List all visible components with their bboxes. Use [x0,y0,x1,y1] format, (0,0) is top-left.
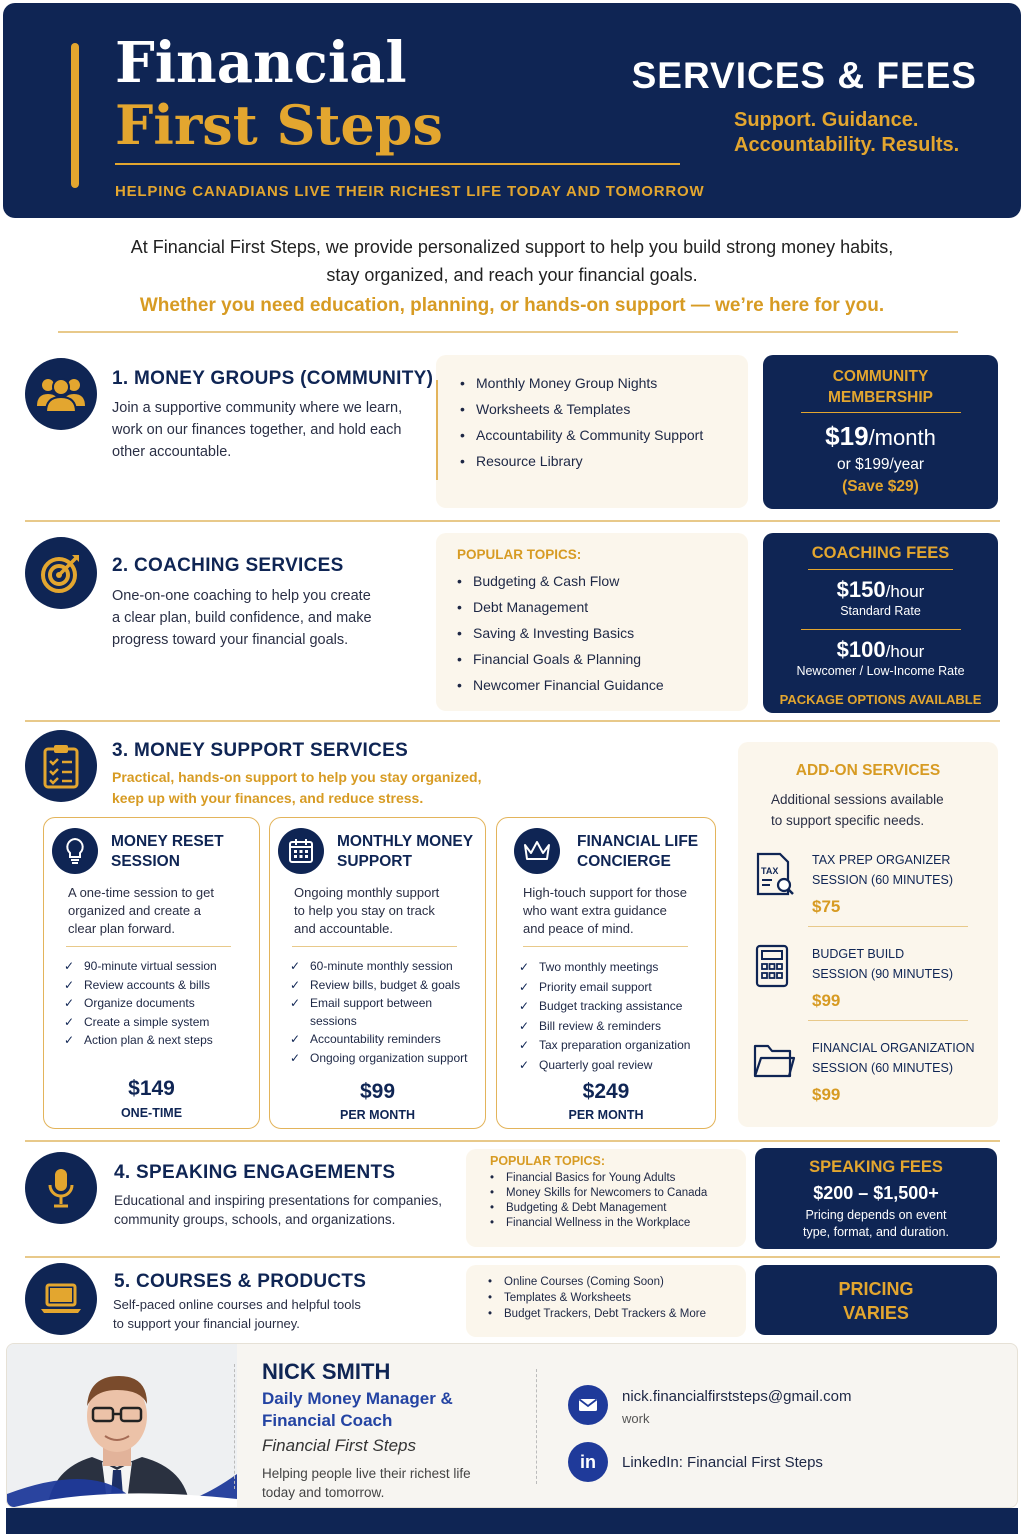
list-item: ✓ 60-minute monthly session [290,958,480,976]
list-item: • Templates & Worksheets [486,1292,706,1304]
add-on-price: $75 [812,897,841,916]
list-item: • Debt Management [455,599,664,615]
card-title: MONEY RESET SESSION [111,833,224,870]
section-4-topics-label: POPULAR TOPICS: [490,1154,606,1168]
contact-company: Financial First Steps [262,1436,416,1455]
svg-text:TAX: TAX [761,866,779,876]
list-item: ✓ 90-minute virtual session [64,958,254,976]
list-item: • Online Courses (Coming Soon) [486,1276,706,1288]
brand-tagline: HELPING CANADIANS LIVE THEIR RICHEST LIFE TODAY AND TOMORROW [115,183,705,200]
footer-bar [6,1508,1018,1534]
calculator-icon [754,944,790,993]
list-item: • Newcomer Financial Guidance [455,677,664,693]
section-1-features [458,375,703,469]
section-5-items [486,1276,706,1320]
card-features [519,959,709,1075]
card-description: High-touch support for those who want extra guidance and peace of mind. [523,885,688,936]
section-divider [25,1140,1000,1142]
contact-email-link[interactable]: nick.financialfirststeps@gmail.com [622,1388,852,1405]
header-accent-bar [71,43,79,188]
add-on-price: $99 [812,991,841,1010]
intro-line-2: stay organized, and reach your financial goals. [326,265,698,285]
speaking-fees-price: $200 – $1,500+ [813,1183,939,1203]
section-1-description: Join a supportive community where we learn, work on our finances together, and hold each other accountable. [112,400,403,460]
list-item: ✓ Ongoing organization support [290,1050,480,1068]
section-3-subtitle: Practical, hands-on support to help you stay organized, keep up with your finances, and reduce stress. [112,769,482,806]
avatar [7,1344,237,1508]
section-1-title: 1. MONEY GROUPS (COMMUNITY) [112,368,434,389]
list-item: • Worksheets & Templates [458,401,703,417]
section-2-topics [455,573,664,693]
people-icon [25,358,97,430]
list-item: • Resource Library [458,453,703,469]
contact-blurb: Helping people live their richest life today and tomorrow. [262,1466,471,1500]
financial-life-concierge-card [496,817,716,1129]
card-description: A one-time session to get organized and create a clear plan forward. [68,885,214,936]
contact-role: Daily Money Manager & Financial Coach [262,1389,453,1430]
card-title: FINANCIAL LIFE CONCIERGE [577,833,699,870]
clipboard-icon [25,730,97,802]
list-item: • Financial Goals & Planning [455,651,664,667]
list-item: ✓ Review accounts & bills [64,977,254,995]
laptop-icon [25,1263,97,1335]
section-3-title: 3. MONEY SUPPORT SERVICES [112,740,409,761]
intro-line-1: At Financial First Steps, we provide personalized support to help you build strong money habits, [130,237,894,257]
section-2-title: 2. COACHING SERVICES [112,555,344,576]
add-on-title: ADD-ON SERVICES [795,762,941,779]
section-divider [25,1256,1000,1258]
list-item: • Budgeting & Debt Management [488,1202,707,1214]
monthly-money-support-card [269,817,486,1129]
speaking-fees-price-box: SPEAKING FEES $200 – $1,500+ Pricing depends on event type, format, and duration. [755,1148,997,1249]
section-2-topics-label: POPULAR TOPICS: [457,547,582,562]
section-5-title: 5. COURSES & PRODUCTS [114,1271,367,1292]
coaching-fees-price-box: COACHING FEES $150/hour Standard Rate $100/hour Newcomer / Low-Income Rate PACKAGE OPTIONS AVAILABLE [763,533,998,713]
add-on-services-panel: ADD-ON SERVICES Additional sessions available to support specific needs. TAX TAX PREP ORGANIZER SESSION (60 MINUTES) $75 BUDGET BUILD SESSION (90 MINUTES) $99 FINANCIAL ORGANIZATION SESSION (60 MINUTES) $99 [738,742,998,1127]
card-features [64,958,254,1051]
contact-footer [6,1343,1018,1508]
tax-document-icon [754,852,798,903]
card-price: $149 [128,1077,175,1100]
list-item: ✓ Two monthly meetings [519,959,709,977]
lightbulb-icon [52,828,98,874]
list-item: ✓ Budget tracking assistance [519,998,709,1016]
section-4-description: Educational and inspiring presentations for companies, community groups, schools, and organizations. [114,1193,442,1227]
section-divider [25,520,1000,522]
crown-icon [514,828,560,874]
pricing-varies-box: PRICING VARIES [755,1265,997,1335]
microphone-icon [25,1152,97,1224]
list-item: • Monthly Money Group Nights [458,375,703,391]
folder-icon [752,1040,796,1085]
intro-divider [58,331,958,333]
list-item: ✓ Bill review & reminders [519,1018,709,1036]
list-item: • Money Skills for Newcomers to Canada [488,1187,707,1199]
list-item: ✓ Quarterly goal review [519,1057,709,1075]
card-price: $249 [582,1080,630,1103]
list-item: ✓ Email support between sessions [290,995,480,1030]
linkedin-icon[interactable]: in [568,1442,608,1482]
card-price: $99 [359,1080,396,1103]
card-description: Ongoing monthly support to help you stay on track and accountable. [294,885,440,936]
email-icon[interactable] [568,1385,608,1425]
list-item: • Budget Trackers, Debt Trackers & More [486,1308,706,1320]
services-fees-title: SERVICES & FEES [631,55,977,96]
newcomer-rate-label: Newcomer / Low-Income Rate [796,664,965,678]
list-item: ✓ Tax preparation organization [519,1037,709,1055]
contact-email-label: work [622,1411,650,1426]
calendar-icon [278,828,324,874]
section-divider [25,720,1000,722]
add-on-description: Additional sessions available to support specific needs. [771,792,944,828]
list-item: ✓ Action plan & next steps [64,1032,254,1050]
list-item: • Budgeting & Cash Flow [455,573,664,589]
section-5-description: Self-paced online courses and helpful tools to support your financial journey. [113,1297,361,1331]
card-price-period: PER MONTH [340,1108,415,1122]
header-subtitle-1: Support. Guidance. [734,109,919,131]
header-divider [115,163,680,165]
card-price-period: ONE-TIME [120,1106,183,1120]
list-item: • Saving & Investing Basics [455,625,664,641]
list-item: • Accountability & Community Support [458,427,703,443]
list-item: ✓ Create a simple system [64,1014,254,1032]
card-features [290,958,480,1068]
section-4-topics [488,1172,707,1229]
brand-title-line1: Financial [115,30,407,96]
card-price-period: PER MONTH [568,1108,644,1122]
list-item: • Financial Basics for Young Adults [488,1172,707,1184]
list-item: ✓ Review bills, budget & goals [290,977,480,995]
list-item: ✓ Accountability reminders [290,1031,480,1049]
header-banner [3,3,1021,218]
add-on-price: $99 [812,1085,841,1104]
list-item: ✓ Priority email support [519,979,709,997]
section-4-title: 4. SPEAKING ENGAGEMENTS [114,1162,396,1183]
community-membership-price-box: COMMUNITY MEMBERSHIP $19/month or $199/year (Save $29) [763,355,998,509]
header-subtitle-2: Accountability. Results. [734,134,960,156]
target-icon [25,537,97,609]
money-reset-session-card [43,817,260,1129]
membership-price: $19/month [825,421,936,451]
contact-linkedin-link[interactable]: LinkedIn: Financial First Steps [622,1454,823,1471]
section-2-description: One-on-one coaching to help you create a clear plan, build confidence, and make progress toward your financial goals. [112,588,372,648]
intro-highlight: Whether you need education, planning, or hands-on support — we’re here for you. [139,295,885,316]
card-title: MONTHLY MONEY SUPPORT [337,833,474,870]
list-item: • Financial Wellness in the Workplace [488,1217,707,1229]
brand-title-line2: First Steps [115,93,443,157]
list-item: ✓ Organize documents [64,995,254,1013]
contact-name: NICK SMITH [262,1359,391,1384]
